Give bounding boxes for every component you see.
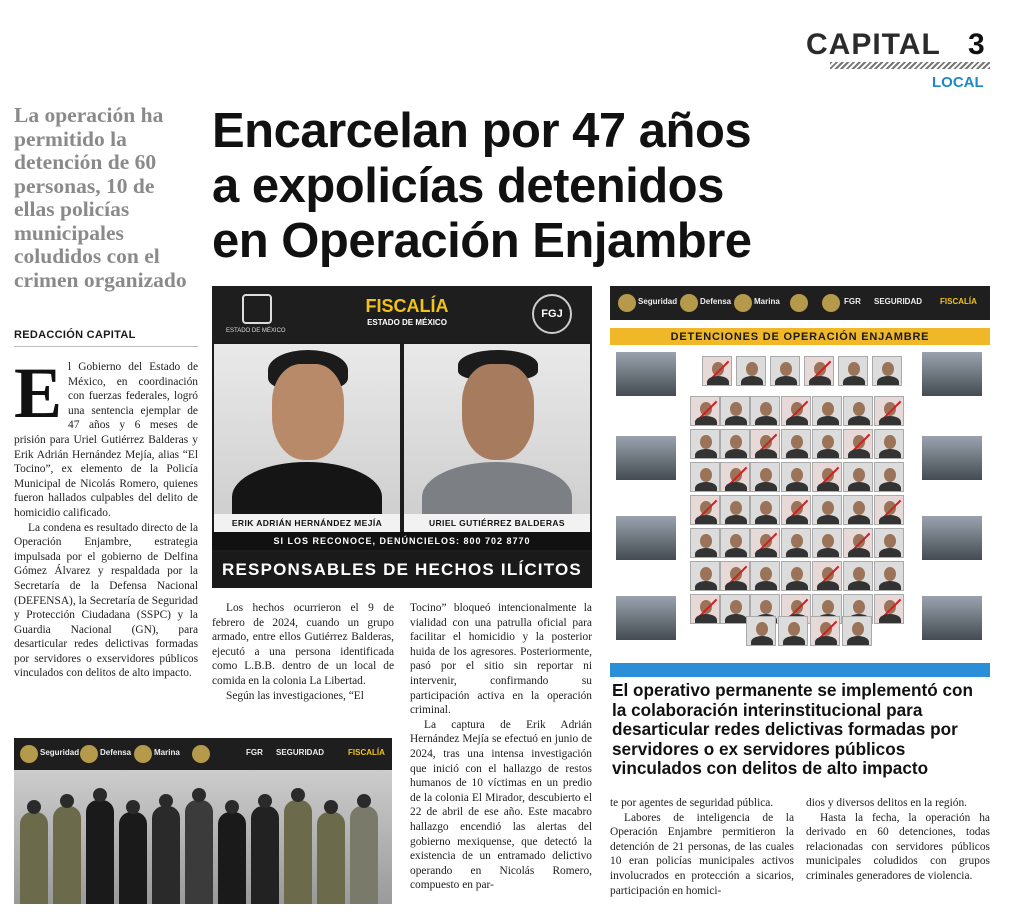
agent-head — [258, 794, 272, 808]
operation-photo — [922, 436, 982, 480]
operation-photo — [616, 596, 676, 640]
article-paragraph-3: Los hechos ocurrieron el 9 de febrero de 2024, cuando un grupo armado, entre ellos Gutiérrez Balderas, ejecutó a una persona identificada como L.B.B. dentro de un local de comida en la colonia La Libertad. — [212, 602, 394, 687]
logo-label: Defensa — [100, 748, 132, 757]
detainee-thumbnail — [843, 396, 873, 426]
pullquote: El operativo permanente se implementó con la colaboración interinstitucional para desarticular redes delictivas formadas por servidores o ex servidores públicos vinculados con delitos de alto impacto — [612, 680, 974, 779]
agent-head — [192, 788, 206, 802]
detainee-thumbnail — [750, 396, 780, 426]
headline-line-3: en Operación Enjambre — [212, 214, 752, 268]
agent-head — [159, 794, 173, 808]
detainee-thumbnail — [874, 594, 904, 624]
agency-seal-icon — [134, 745, 152, 763]
operation-photo — [616, 516, 676, 560]
agency-seal-icon — [618, 294, 636, 312]
agent-figure — [119, 812, 147, 904]
agent-head — [27, 800, 41, 814]
detainee-thumbnail — [874, 528, 904, 558]
byline: REDACCIÓN CAPITAL — [14, 329, 136, 341]
detainee-thumbnail — [770, 356, 800, 386]
agent-head — [126, 800, 140, 814]
detainee-thumbnail — [843, 495, 873, 525]
detainee-thumbnail — [750, 561, 780, 591]
agent-figure — [86, 800, 114, 904]
detainee-thumbnail — [804, 356, 834, 386]
detainee-thumbnail — [874, 561, 904, 591]
fiscalia-title: FISCALÍA — [365, 296, 449, 316]
detainee-thumbnail — [720, 429, 750, 459]
agency-seal-icon — [20, 745, 38, 763]
detainee-thumbnail — [690, 594, 720, 624]
mugshot-left — [214, 344, 400, 514]
agent-figure — [185, 800, 213, 904]
detainee-thumbnail — [750, 495, 780, 525]
agent-head — [225, 800, 239, 814]
logo-label: SEGURIDAD — [874, 297, 923, 306]
fiscalia-wanted-poster — [212, 286, 592, 588]
fiscalia-subtitle: ESTADO DE MÉXICO — [367, 318, 447, 327]
fgj-badge-icon: FGJ — [532, 294, 572, 334]
detainee-thumbnail — [843, 429, 873, 459]
agency-seal-icon — [680, 294, 698, 312]
detainee-thumbnail — [842, 616, 872, 646]
operation-photo — [922, 352, 982, 396]
detainee-thumbnail — [702, 356, 732, 386]
detainee-thumbnail — [690, 462, 720, 492]
byline-divider — [14, 346, 198, 347]
logo-label: Seguridad — [40, 748, 80, 757]
detainee-thumbnail — [720, 462, 750, 492]
detainee-thumbnail — [874, 429, 904, 459]
mugshot-right — [404, 344, 590, 514]
headline-line-1: Encarcelan por 47 años — [212, 104, 752, 158]
operation-photo — [616, 352, 676, 396]
logo-label: FGR — [844, 297, 861, 306]
detainee-thumbnail — [750, 528, 780, 558]
detainee-thumbnail — [781, 462, 811, 492]
agents-group-photo — [14, 738, 392, 904]
detainee-thumbnail — [874, 462, 904, 492]
operation-photo — [616, 436, 676, 480]
article-column-4 — [610, 796, 794, 898]
agency-seal-icon — [822, 294, 840, 312]
detainee-thumbnail — [720, 528, 750, 558]
agency-logos-bar — [610, 286, 990, 320]
agent-head — [291, 788, 305, 802]
article-paragraph-6: La captura de Erik Adrián Hernández Mejía se efectuó en junio de 2024, tras una intensa investigación que inició con el hallazgo de restos humanos de 10 víctimas en un predio de la colonia El Mirador, descubierto el 22 de abril de ese año. Este macabro hallazgo encendió las alertas del gobierno mexiquense, que detectó la existencia de un entramado delictivo operando en Nicolás Romero, compuesto en par- — [410, 718, 592, 892]
detainee-thumbnail — [750, 462, 780, 492]
headline-line-2: a expolicías detenidos — [212, 159, 724, 213]
article-paragraph-5: Tocino” bloqueó intencionalmente la vialidad con una patrulla oficial para facilitar el homicidio y la posterior huida de los agresores. Posteriormente, pasó por el sitio sin reportar ni intervenir, confirmando su participación activa en la operación criminal. — [410, 602, 592, 717]
agent-figure — [152, 806, 180, 904]
detainee-thumbnail — [720, 396, 750, 426]
detainee-thumbnail — [843, 462, 873, 492]
logo-label: FISCALÍA — [940, 297, 977, 306]
hotline-text: SI LOS RECONOCE, DENÚNCIELOS: 800 702 8770 — [212, 532, 592, 550]
detainee-thumbnail — [812, 495, 842, 525]
detainee-thumbnail — [690, 495, 720, 525]
detainee-thumbnail — [812, 462, 842, 492]
drop-cap: E — [14, 353, 63, 433]
detainee-thumbnail — [781, 495, 811, 525]
agent-figure — [20, 812, 48, 904]
state-label: ESTADO DE MÉXICO — [226, 328, 286, 334]
logo-label: Marina — [754, 297, 780, 306]
detainee-thumbnail — [778, 616, 808, 646]
article-column-3 — [410, 601, 592, 893]
detainee-thumbnail — [812, 528, 842, 558]
detainee-thumbnail — [720, 561, 750, 591]
page-number: 3 — [968, 28, 985, 61]
agency-seal-icon — [790, 294, 808, 312]
detainee-thumbnail — [812, 396, 842, 426]
agent-head — [60, 794, 74, 808]
article-paragraph-7: te por agentes de seguridad pública. — [610, 797, 774, 809]
detainee-thumbnail — [781, 528, 811, 558]
logo-label: Seguridad — [638, 297, 678, 306]
agent-figure — [218, 812, 246, 904]
detainee-thumbnail — [874, 396, 904, 426]
agency-seal-icon — [734, 294, 752, 312]
agent-head — [93, 788, 107, 802]
section-title: CAPITAL — [806, 28, 941, 61]
detainee-thumbnail — [812, 561, 842, 591]
detentions-grid-graphic — [610, 286, 990, 650]
detentions-banner: DETENCIONES DE OPERACIÓN ENJAMBRE — [610, 328, 990, 345]
agency-logos-bar — [14, 738, 392, 770]
agent-figure — [251, 806, 279, 904]
logo-label: Defensa — [700, 297, 732, 306]
detainee-thumbnail — [690, 561, 720, 591]
agent-figure — [53, 806, 81, 904]
poster-footer: RESPONSABLES DE HECHOS ILÍCITOS — [212, 552, 592, 588]
header-stripe-divider — [830, 62, 990, 69]
agent-figure — [317, 812, 345, 904]
agency-seal-icon — [80, 745, 98, 763]
agent-head — [357, 794, 371, 808]
article-column-5 — [806, 796, 990, 884]
mugshot-left-name: ERIK ADRIÁN HERNÁNDEZ MEJÍA — [214, 514, 400, 532]
article-paragraph-8: Labores de inteligencia de la Operación Enjambre permitieron la detención de 21 personas, de las cuales 10 eran policías municipales activos involucrados en protección a sicarios, participación en homici- — [610, 811, 794, 897]
pullquote-accent-bar — [610, 663, 990, 677]
detainee-thumbnail — [781, 561, 811, 591]
detainee-thumbnail — [812, 429, 842, 459]
logo-label: Marina — [154, 748, 180, 757]
detainee-thumbnail — [872, 356, 902, 386]
detainee-thumbnail — [736, 356, 766, 386]
article-column-1 — [14, 353, 198, 681]
detainee-thumbnail — [690, 396, 720, 426]
article-paragraph-1: El Gobierno del Estado de México, en coordinación con fuerzas federales, logró una sentencia ejemplar de 47 años y 6 meses de prisión para Uriel Gutiérrez Balderas y Erik Adrián Hernández Mejía, alias “El Tocino”, ex elemento de la Policía Municipal de Nicolás Romero, quienes fueron hallados culpables del delito de homicidio calificado. — [14, 353, 198, 519]
state-emblem-icon — [242, 294, 272, 324]
kicker-summary: La operación ha permitido la detención de 60 personas, 10 de ellas policías municipales coludidos con el crimen organizado — [14, 103, 187, 292]
agent-head — [324, 800, 338, 814]
operation-photo — [922, 596, 982, 640]
detainee-thumbnail — [781, 396, 811, 426]
detainee-thumbnail — [690, 528, 720, 558]
article-paragraph-10: Hasta la fecha, la operación ha derivado en 60 detenciones, todas relacionadas con servidores públicos municipales coludidos con grupos criminales generadores de violencia. — [806, 811, 990, 882]
agent-figure — [284, 800, 312, 904]
headline — [212, 104, 932, 269]
article-paragraph-4: Según las investigaciones, “El — [226, 689, 364, 702]
detainee-thumbnail — [746, 616, 776, 646]
detainee-thumbnail — [810, 616, 840, 646]
detainee-thumbnail — [843, 528, 873, 558]
detainee-thumbnail — [781, 429, 811, 459]
agency-seal-icon — [192, 745, 210, 763]
logo-label: FISCALÍA — [348, 748, 385, 757]
detainee-thumbnail — [720, 495, 750, 525]
operation-photo — [922, 516, 982, 560]
article-paragraph-9: dios y diversos delitos en la región. — [806, 797, 968, 809]
detainee-thumbnail — [838, 356, 868, 386]
detainee-thumbnail — [690, 429, 720, 459]
mugshot-right-name: URIEL GUTIÉRREZ BALDERAS — [404, 514, 590, 532]
detainee-thumbnail — [750, 429, 780, 459]
article-paragraph-2: La condena es resultado directo de la Operación Enjambre, estrategia impulsada por el gobierno de Delfina Gómez Álvarez y respaldada por la Secretaría de la Defensa Nacional (DEFENSA), la Secretaría de Seguridad y Protección Ciudadana (SSPC) y la Guardia Nacional (GN), para desarticular redes delictivas formadas por servidores o exservidores públicos vinculados con delitos de alto impacto. — [14, 521, 198, 680]
detainee-thumbnail — [874, 495, 904, 525]
subsection-label: LOCAL — [932, 74, 984, 91]
detainee-thumbnail — [843, 561, 873, 591]
article-column-2 — [212, 601, 394, 703]
logo-label: SEGURIDAD — [276, 748, 325, 757]
agent-figure — [350, 806, 378, 904]
logo-label: FGR — [246, 748, 263, 757]
